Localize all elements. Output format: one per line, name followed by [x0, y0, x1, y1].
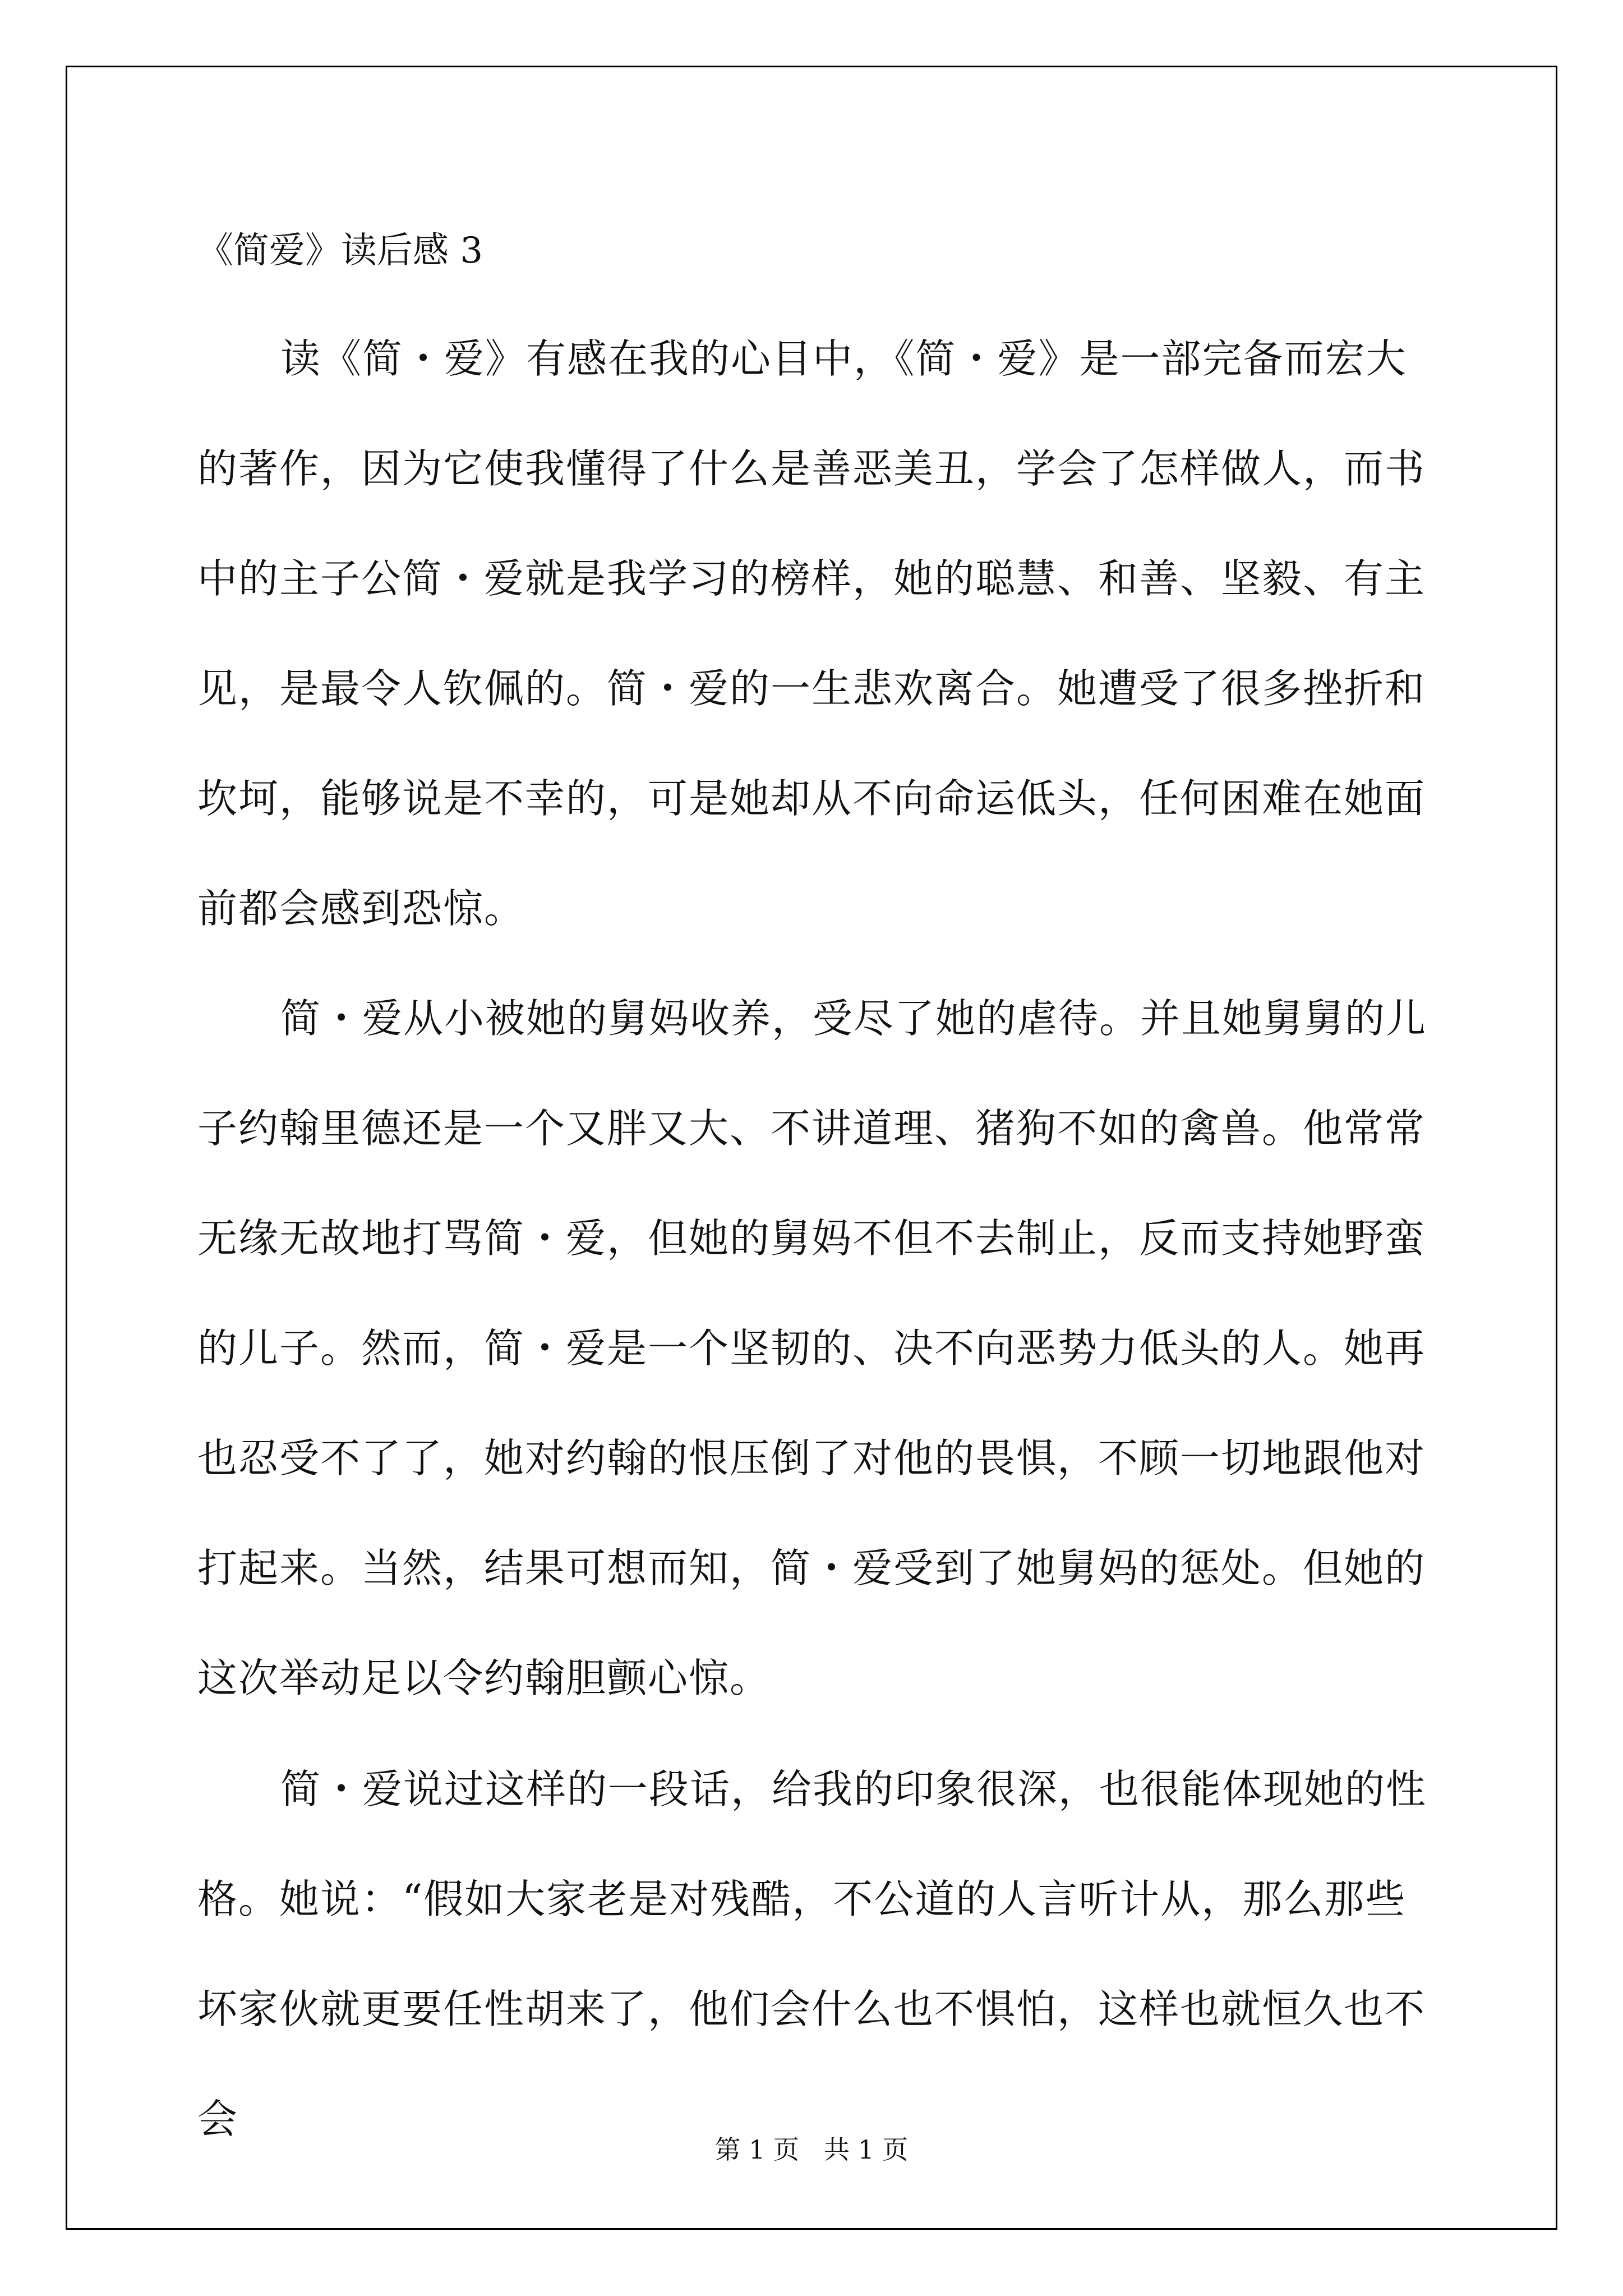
paragraph-2: 简・爱从小被她的舅妈收养，受尽了她的虐待。并且她舅舅的儿子约翰里德还是一个又胖又大、不讲道理、猪狗不如的禽兽。他常常无缘无故地打骂简・爱，但她的舅妈不但不去制止，反而支持她野蛮的儿子。然而，简・爱是一个坚韧的、决不向恶势力低头的人。她再也忍受不了了，她对约翰的恨压倒了对他的畏惧，不顾一切地跟他对打起来。当然，结果可想而知，简・爱受到了她舅妈的惩处。但她的这次举动足以令约翰胆颤心惊。: [197, 995, 1427, 1701]
paragraph-1: 读《简・爱》有感在我的心目中，《简・爱》是一部完备而宏大的著作，因为它使我懂得了什么是善恶美丑，学会了怎样做人，而书中的主子公简・爱就是我学习的榜样，她的聪慧、和善、坚毅、有主见，是最令人钦佩的。简・爱的一生悲欢离合。她遭受了很多挫折和坎坷，能够说是不幸的，可是她却从不向命运低头，任何困难在她面前都会感到恐惊。: [197, 335, 1426, 932]
paragraph-3: 简・爱说过这样的一段话，给我的印象很深，也很能体现她的性格。她说：“假如大家老是对残酷，不公道的人言听计从，那么那些坏家伙就更要任性胡来了，他们会什么也不惧怕，这样也就恒久也不会: [197, 1766, 1427, 2142]
document-title: 《简爱》读后感 3: [197, 230, 483, 272]
page-footer: 第 1 页 共 1 页: [714, 2134, 909, 2165]
